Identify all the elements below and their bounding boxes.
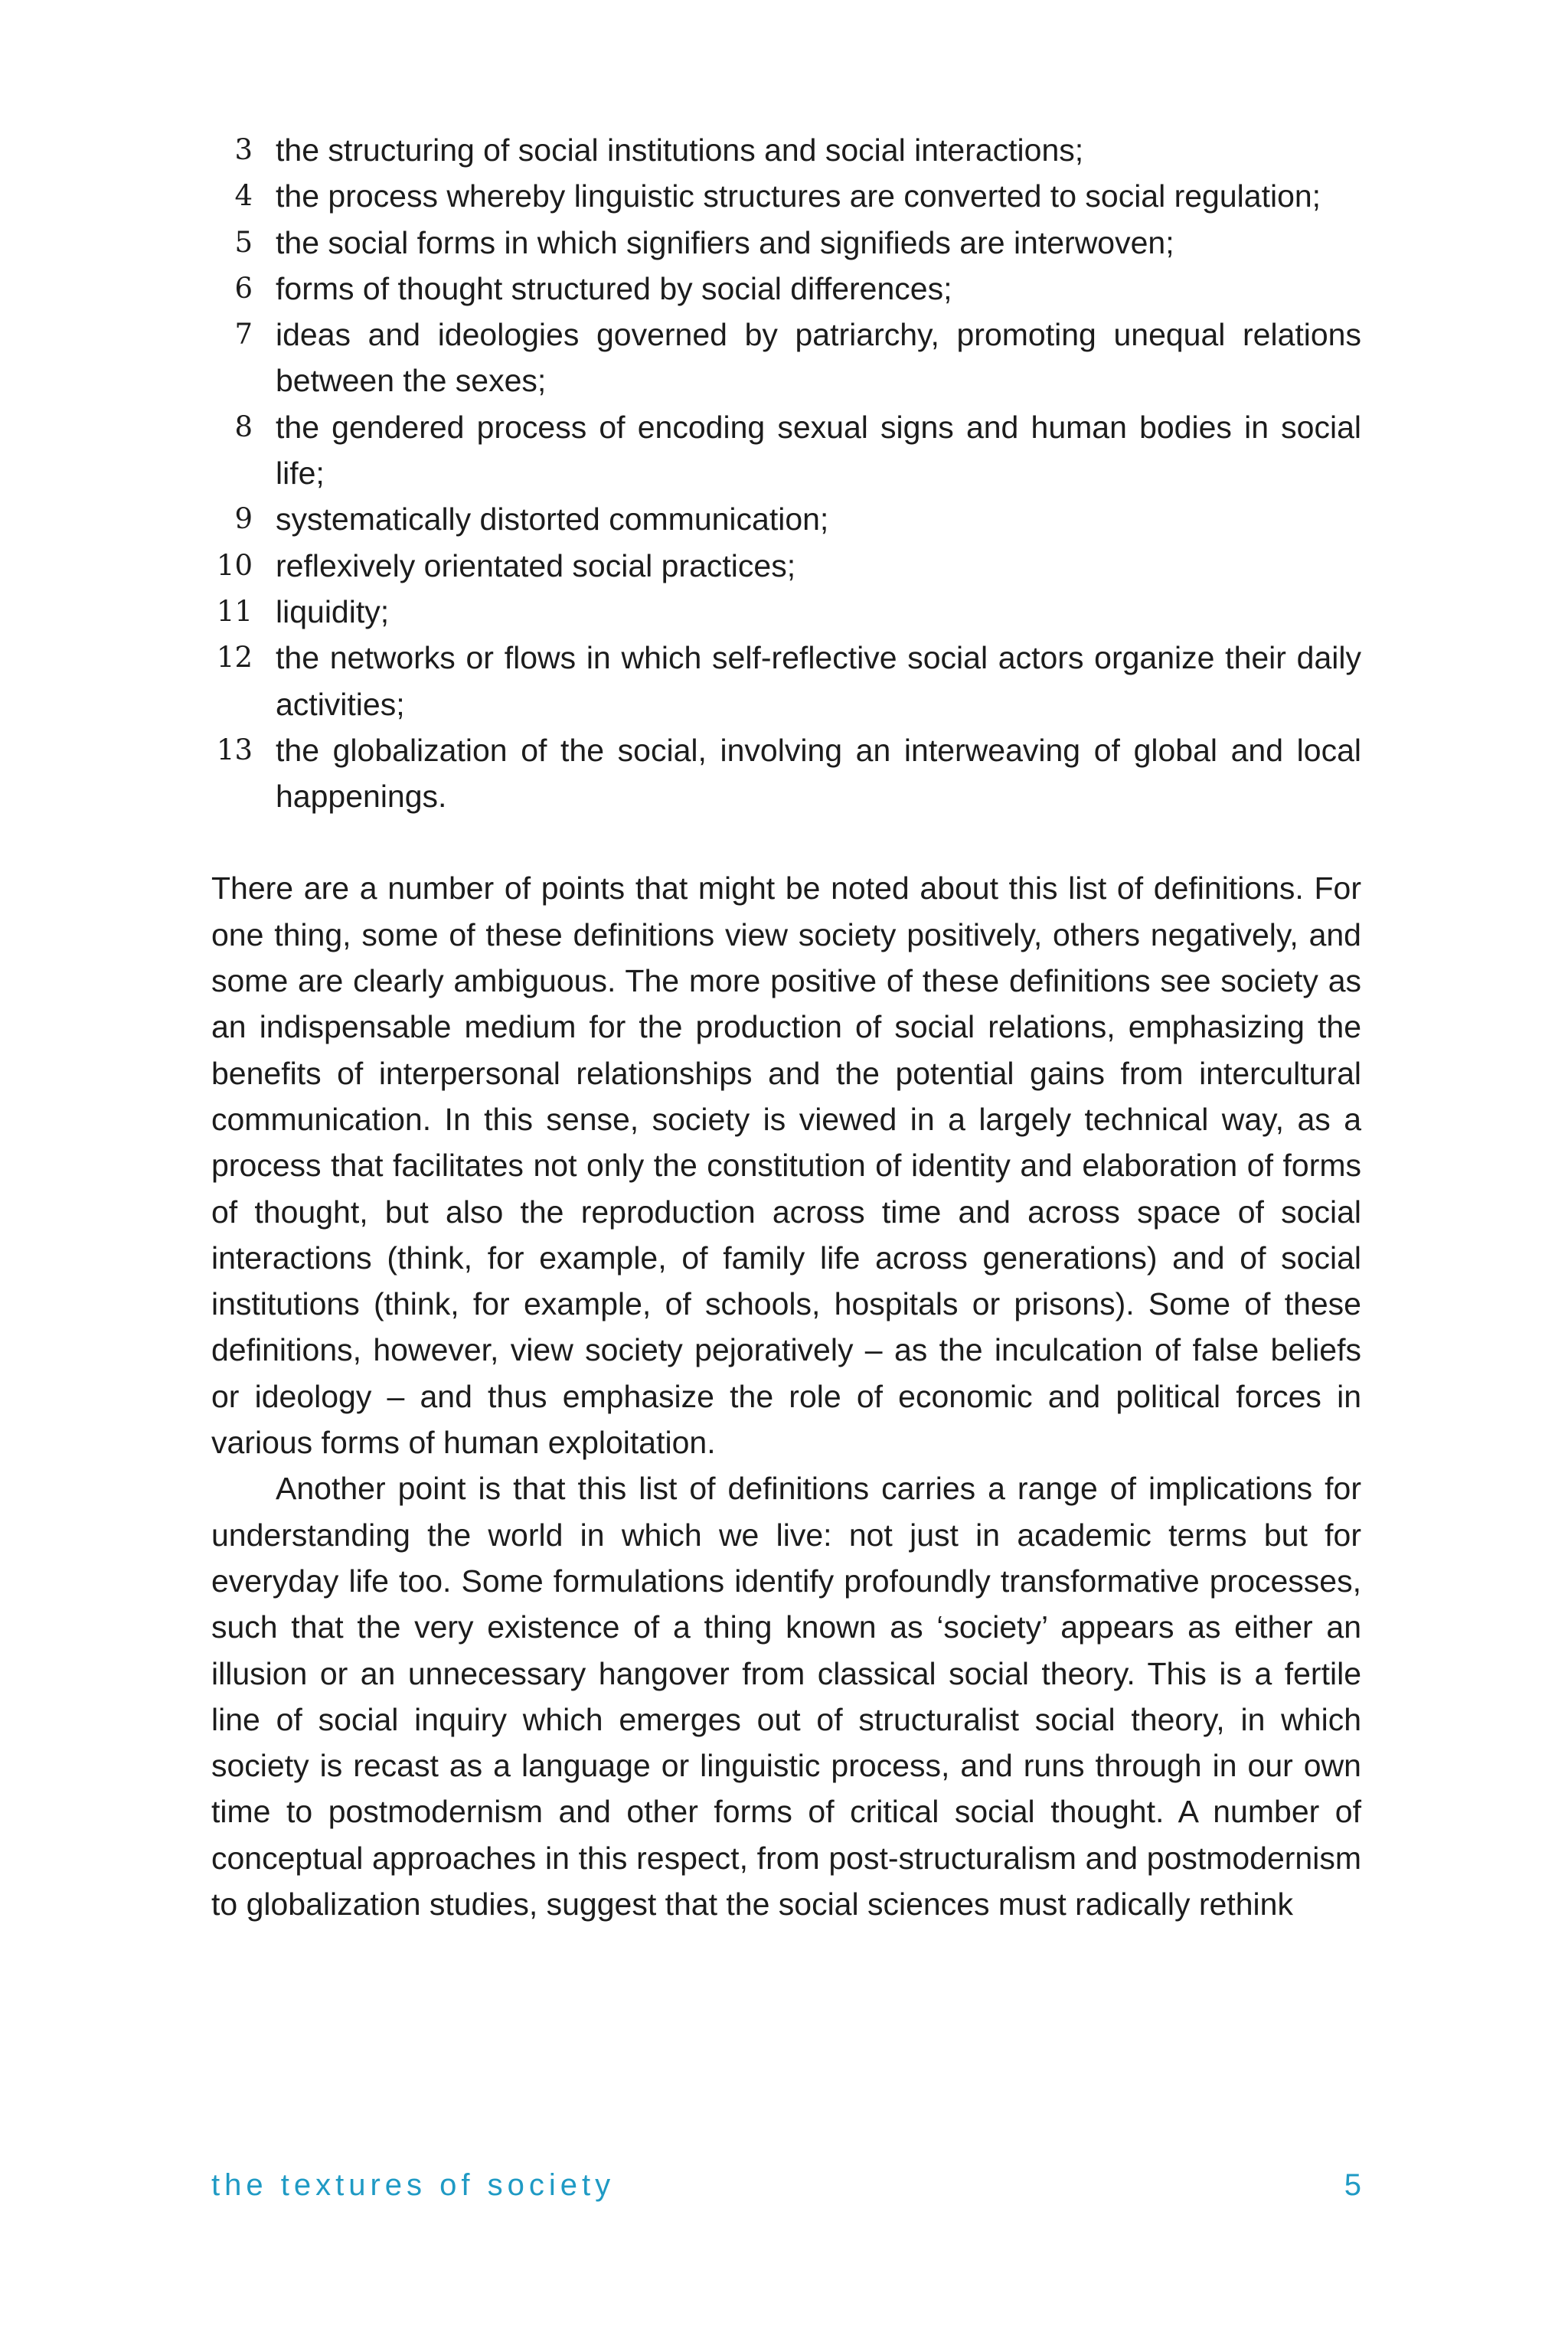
list-item	[211, 496, 1361, 542]
page-number: 5	[1344, 2168, 1361, 2202]
list-item-number: 9	[234, 502, 253, 536]
list-item-text: the gendered process of encoding sexual signs and human bodies in social life;	[276, 409, 1361, 492]
list-item-text: the globalization of the social, involving an interweaving of global and local happenings.	[276, 732, 1361, 815]
list-item-number: 4	[234, 179, 253, 213]
list-item-number: 6	[234, 271, 253, 305]
list-item-text: the structuring of social institutions and social interactions;	[276, 132, 1084, 168]
list-item	[211, 127, 1361, 173]
list-item	[211, 266, 1361, 312]
list-item	[211, 220, 1361, 266]
page-body	[211, 127, 1361, 1927]
list-item-number: 8	[234, 410, 253, 443]
list-item-number: 7	[234, 318, 253, 351]
list-item-number: 12	[216, 641, 253, 675]
list-item-number: 3	[234, 133, 253, 166]
list-item	[211, 173, 1361, 219]
list-item	[211, 727, 1361, 820]
list-item-number: 13	[216, 733, 253, 766]
running-title: the textures of society	[211, 2168, 616, 2202]
definitions-list	[211, 127, 1361, 819]
list-item-text: systematically distorted communication;	[276, 501, 829, 537]
list-item-text: the process whereby linguistic structures are converted to social regulation;	[276, 178, 1321, 214]
list-item	[211, 312, 1361, 404]
list-item-text: liquidity;	[276, 593, 390, 629]
list-item-text: reflexively orientated social practices;	[276, 547, 796, 583]
page-footer	[211, 2168, 1361, 2203]
list-item-number: 10	[216, 548, 253, 582]
list-item	[211, 404, 1361, 497]
list-item-text: ideas and ideologies governed by patriarchy, promoting unequal relations between the sexes;	[276, 317, 1361, 399]
list-item-number: 5	[234, 225, 253, 259]
list-item	[211, 589, 1361, 635]
list-item-number: 11	[216, 594, 253, 628]
list-item-text: the social forms in which signifiers and signifieds are interwoven;	[276, 224, 1174, 260]
list-item-text: the networks or flows in which self-reflective social actors organize their daily activities;	[276, 640, 1361, 722]
body-paragraph: There are a number of points that might be noted about this list of definitions. For one thing, some of these definitions view society positively, others negatively, and some are clearly ambiguous. The more positive of these definitions see society as an indispensable medium for the production of social relations, emphasizing the benefits of interpersonal relationships and the potential gains from intercultural communication. In this sense, society is viewed in a largely technical way, as a process that facilitates not only the constitution of identity and elaboration of forms of thought, but also the reproduction across time and across space of social interactions (think, for example, of family life across generations) and of social institutions (think, for example, of schools, hospitals or prisons). Some of these definitions, however, view society pejoratively – as the inculcation of false beliefs or ideology – and thus emphasize the role of economic and political forces in various forms of human exploitation.	[211, 871, 1361, 1461]
list-item	[211, 635, 1361, 727]
list-item-text: forms of thought structured by social differences;	[276, 270, 952, 306]
body-paragraph: Another point is that this list of definitions carries a range of implications for understanding the world in which we live: not just in academic terms but for everyday life too. Some formulations identify profoundly transformative processes, such that the very existence of a thing known as ‘society’ appears as either an illusion or an unnecessary hangover from classical social theory. This is a fertile line of social inquiry which emerges out of structuralist social theory, in which society is recast as a language or linguistic process, and runs through in our own time to postmodernism and other forms of critical social thought. A number of conceptual approaches in this respect, from post-structuralism and postmodernism to globalization studies, suggest that the social sciences must radically rethink	[211, 1471, 1361, 1922]
list-item	[211, 543, 1361, 589]
